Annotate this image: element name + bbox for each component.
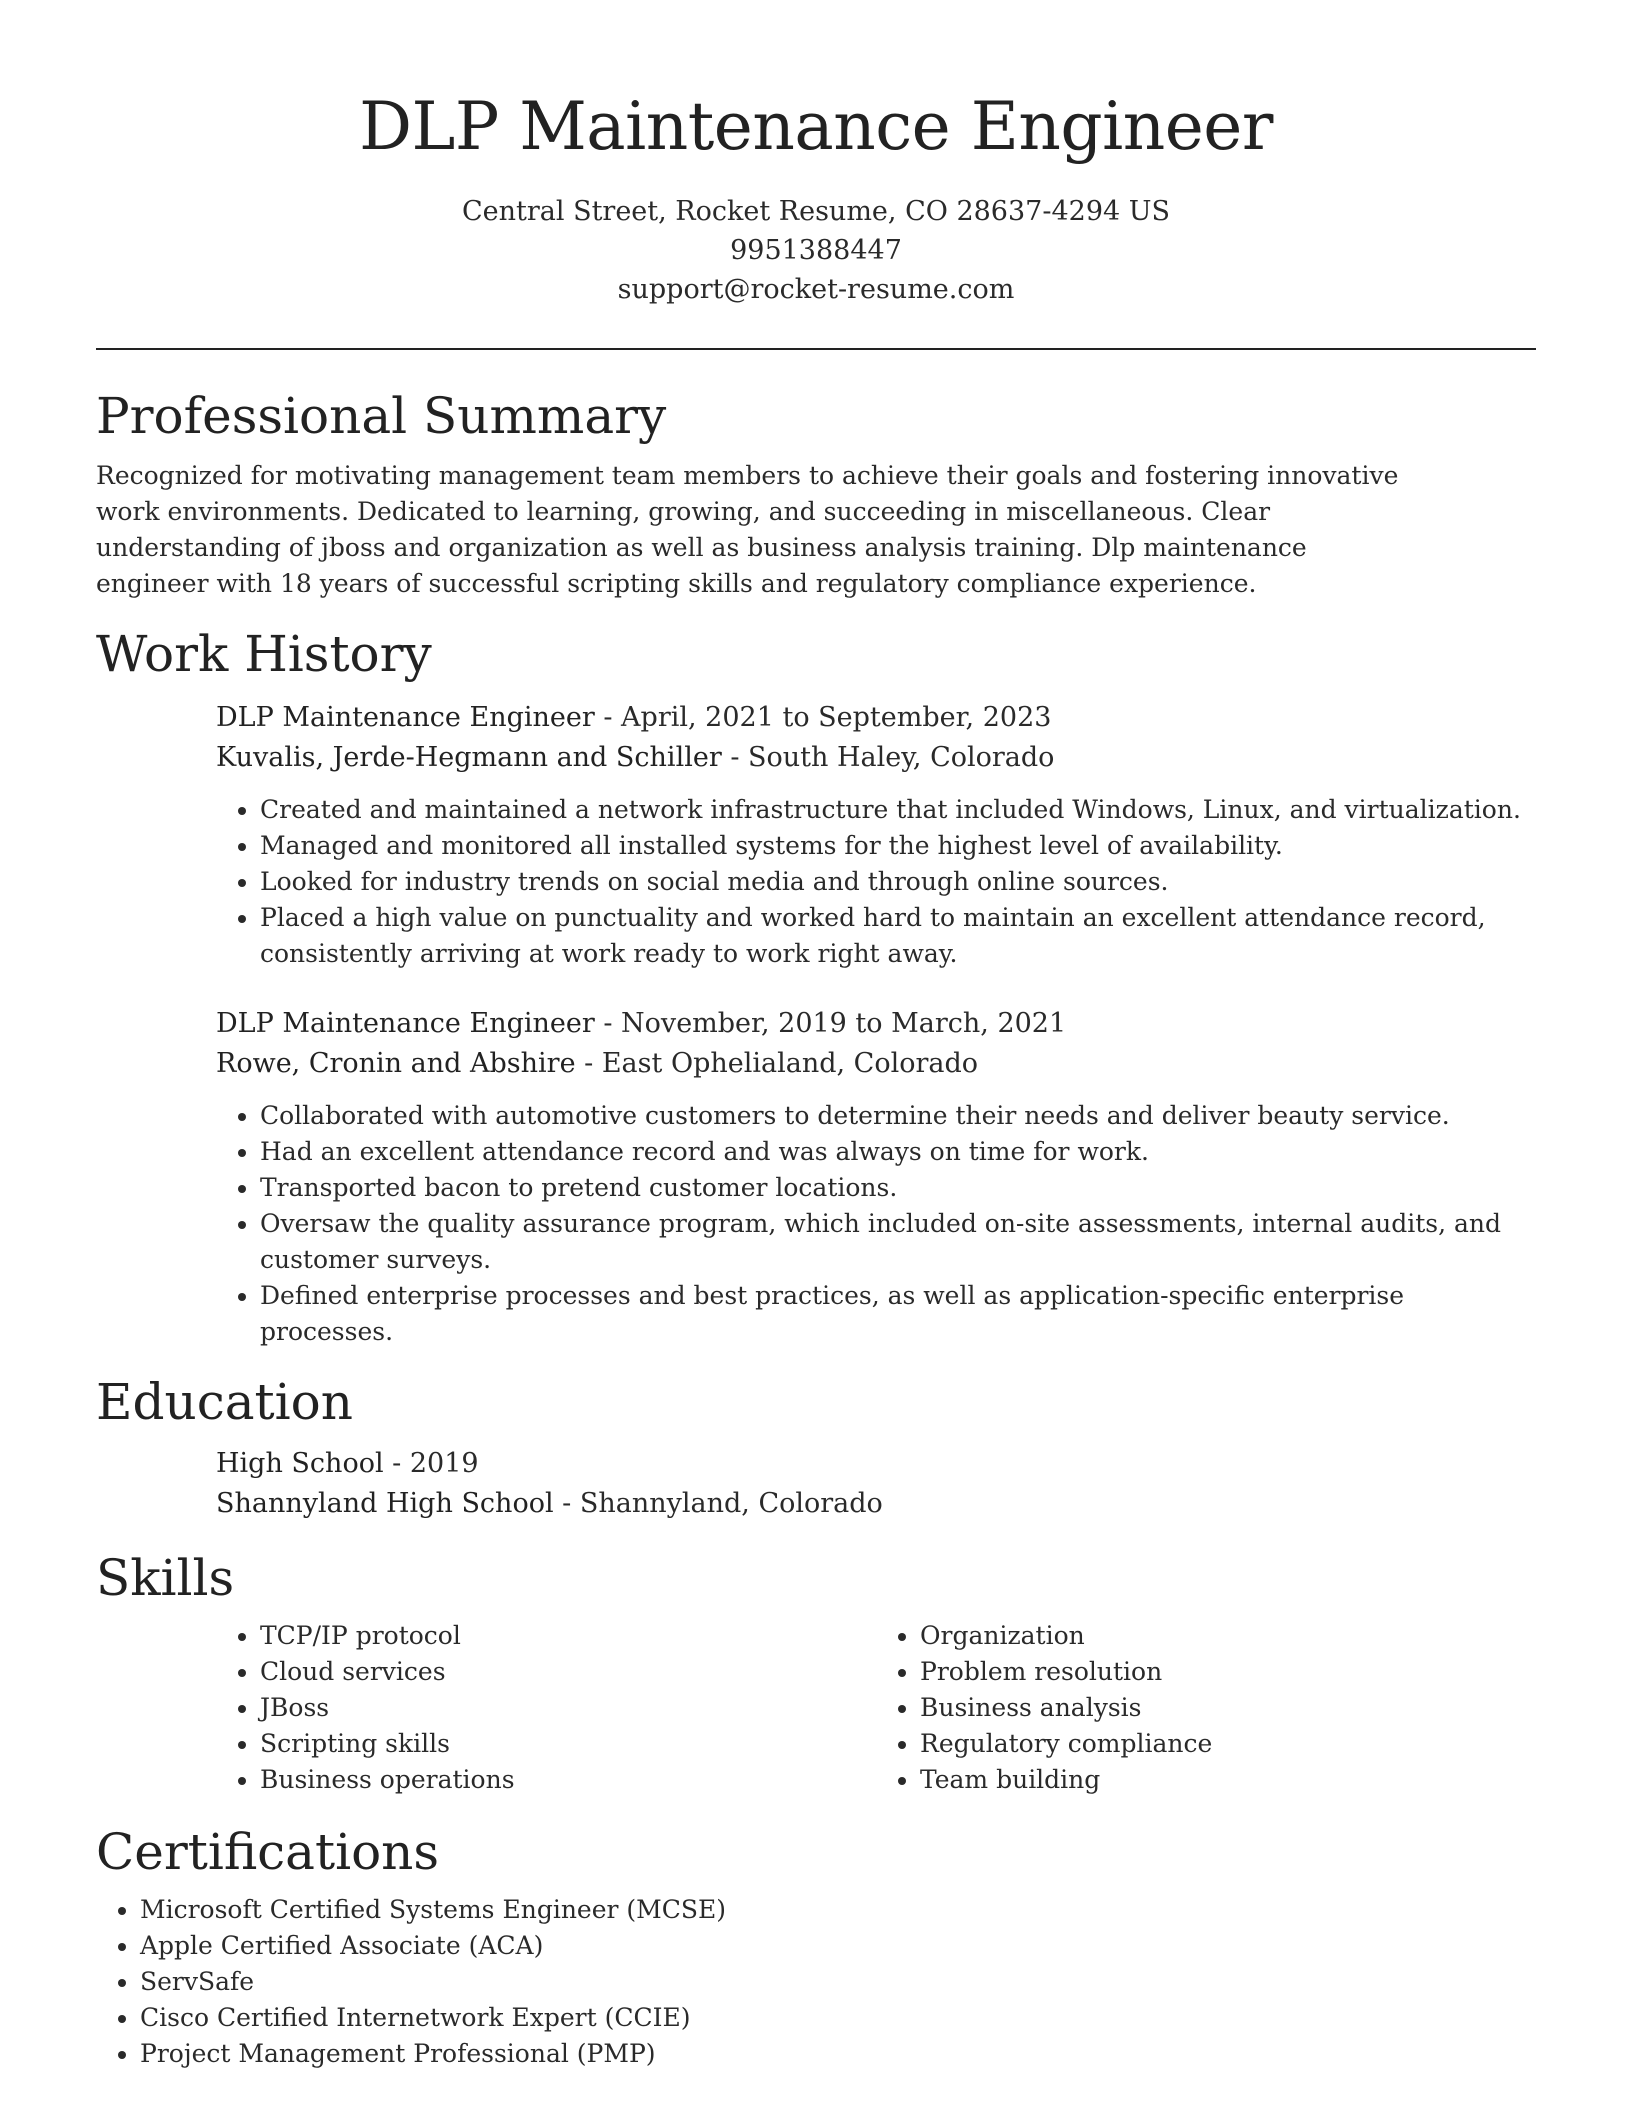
skill-item: • Regulatory compliance — [920, 1726, 1536, 1762]
job-bullet: • Oversaw the quality assurance program, which included on-site assessments, internal audits, and customer surveys. — [260, 1206, 1536, 1278]
header-divider — [96, 348, 1536, 350]
education-title: Education — [96, 1373, 353, 1431]
job-entry — [216, 1004, 1536, 1350]
skill-item: • Scripting skills — [260, 1726, 876, 1762]
job-bullets — [216, 1098, 1536, 1350]
summary-section — [96, 386, 1536, 602]
skills-section — [96, 1548, 1536, 1798]
summary-title: Professional Summary — [96, 387, 667, 445]
certifications-section — [96, 1822, 1536, 2072]
certification-item: • Cisco Certified Internetwork Expert (CCIE) — [140, 2000, 1536, 2036]
certifications-list — [96, 1892, 1536, 2072]
job-company-line — [216, 1044, 1536, 1084]
certification-item: • Project Management Professional (PMP) — [140, 2036, 1536, 2072]
work-title: Work History — [96, 625, 432, 683]
resume-page — [96, 0, 1536, 2072]
skill-item: • Problem resolution — [920, 1654, 1536, 1690]
skill-item: • Business operations — [260, 1762, 876, 1798]
job-bullet: • Defined enterprise processes and best practices, as well as application-specific enterprise processes. — [260, 1278, 1536, 1350]
job-entry — [216, 698, 1536, 972]
resume-header — [96, 0, 1536, 350]
education-school: Shannyland High School — [216, 1488, 554, 1519]
skill-item: • JBoss — [260, 1690, 876, 1726]
resume-name: DLP Maintenance Engineer — [359, 88, 1273, 165]
skill-item: • Team building — [920, 1762, 1536, 1798]
skill-item: • TCP/IP protocol — [260, 1618, 876, 1654]
job-location: - South Haley, Colorado — [721, 742, 1055, 773]
certification-item: • Microsoft Certified Systems Engineer (MCSE) — [140, 1892, 1536, 1928]
job-bullet: • Placed a high value on punctuality and worked hard to maintain an excellent attendance record, consistently arriving at work ready to work right away. — [260, 900, 1536, 972]
job-bullet: • Transported bacon to pretend customer locations. — [260, 1170, 1536, 1206]
contact-address: Central Street, Rocket Resume, CO 28637-4294 US — [461, 196, 1171, 227]
job-bullet: • Collaborated with automotive customers to determine their needs and deliver beauty service. — [260, 1098, 1536, 1134]
contact-block — [96, 192, 1536, 309]
job-title-line — [216, 1004, 1536, 1044]
skill-item: • Business analysis — [920, 1690, 1536, 1726]
education-degree: High School — [216, 1448, 384, 1479]
job-bullet: • Looked for industry trends on social media and through online sources. — [260, 864, 1536, 900]
job-dates: - April, 2021 to September, 2023 — [594, 702, 1052, 733]
education-degree-line — [216, 1444, 1536, 1484]
skills-list-left — [216, 1618, 876, 1798]
education-section — [96, 1372, 1536, 1524]
job-position: DLP Maintenance Engineer — [216, 1008, 595, 1039]
certification-item: • Apple Certified Associate (ACA) — [140, 1928, 1536, 1964]
education-entry — [216, 1444, 1536, 1524]
job-location: - East Ophelialand, Colorado — [575, 1048, 979, 1079]
contact-phone: 9951388447 — [730, 235, 902, 266]
certification-item: • ServSafe — [140, 1964, 1536, 2000]
contact-email: support@rocket-resume.com — [617, 274, 1015, 305]
summary-text: Recognized for motivating management team members to achieve their goals and fostering innovative work environments. Dedicated to learning, growing, and succeeding in miscellaneous. Clear understanding of jboss and organization as well as business analysis training. Dlp maintenance engineer with 18 years of successful scripting skills and regulatory compliance experience. — [96, 461, 1399, 598]
job-title-line — [216, 698, 1536, 738]
certifications-title: Certifications — [96, 1823, 440, 1881]
job-bullets — [216, 792, 1536, 972]
work-section — [96, 624, 1536, 1350]
education-location: - Shannyland, Colorado — [553, 1488, 883, 1519]
education-school-line — [216, 1484, 1536, 1524]
skills-list-right — [876, 1618, 1536, 1798]
job-bullet: • Created and maintained a network infrastructure that included Windows, Linux, and virtualization. — [260, 792, 1536, 828]
job-dates: - November, 2019 to March, 2021 — [594, 1008, 1067, 1039]
job-position: DLP Maintenance Engineer — [216, 702, 595, 733]
job-bullet: • Managed and monitored all installed systems for the highest level of availability. — [260, 828, 1536, 864]
skills-grid — [216, 1618, 1536, 1798]
job-bullet: • Had an excellent attendance record and was always on time for work. — [260, 1134, 1536, 1170]
skills-title: Skills — [96, 1549, 235, 1607]
skill-item: • Cloud services — [260, 1654, 876, 1690]
job-company: Rowe, Cronin and Abshire — [216, 1048, 576, 1079]
skill-item: • Organization — [920, 1618, 1536, 1654]
education-year: - 2019 — [383, 1448, 479, 1479]
job-company-line — [216, 738, 1536, 778]
job-company: Kuvalis, Jerde-Hegmann and Schiller — [216, 742, 722, 773]
